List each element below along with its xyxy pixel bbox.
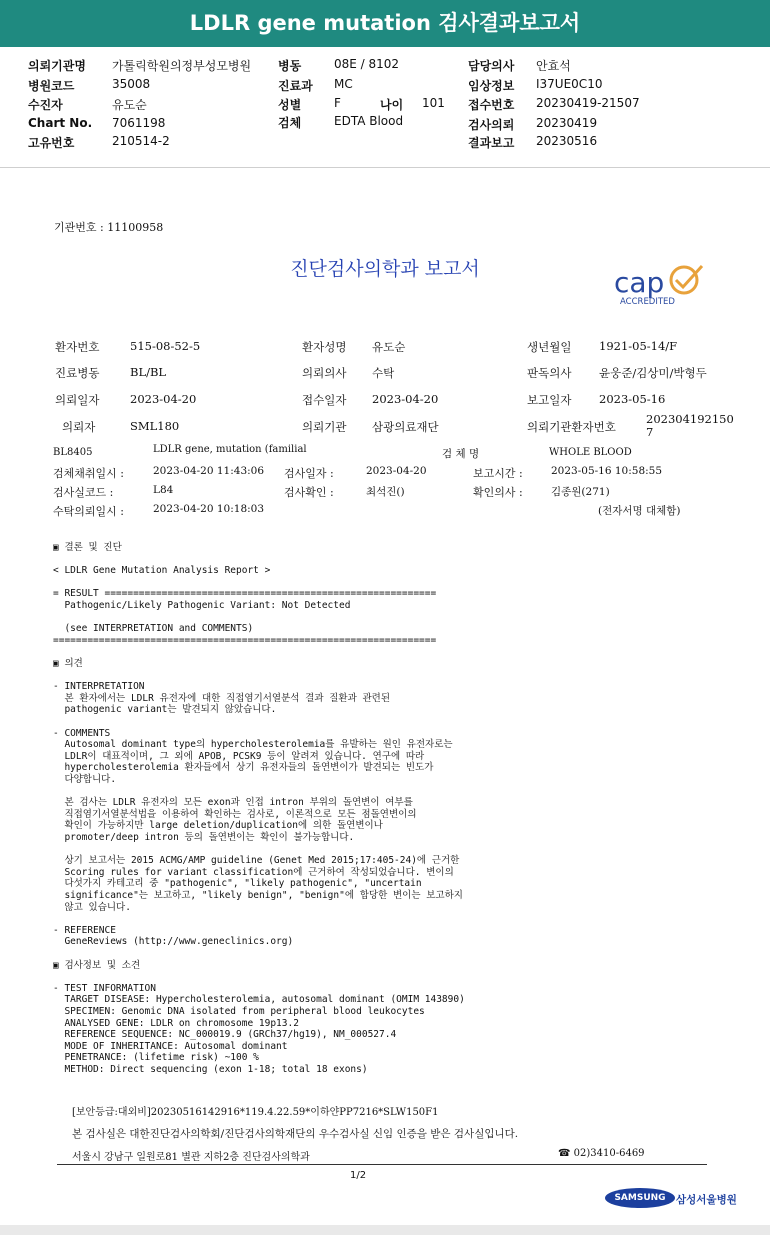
report-body-line: 본 검사는 LDLR 유전자의 모든 exon과 인접 intron 부위의 돌연변이 여부를 [53, 797, 413, 809]
report-body-line: (see INTERPRETATION and COMMENTS) [53, 623, 254, 635]
cap-logo-text: cap [614, 266, 665, 299]
info-value: 2023-05-16 10:58:55 [551, 465, 663, 477]
grid-label: 환자번호 [55, 340, 100, 354]
report-body-line: 확인이 가능하지만 large deletion/duplication에 의한 돌연변이나 [53, 820, 383, 832]
report-body-line: 본 환자에서는 LDLR 유전자에 대한 직접염기서열분석 결과 질환과 관련된 [53, 692, 391, 704]
report-body-line: hypercholesterolemia 환자들에서 상기 유전자들의 돌연변이가 발견되는 빈도가 [53, 762, 434, 774]
header-value: EDTA Blood [334, 114, 404, 128]
e-signature-note: (전자서명 대체함) [598, 505, 681, 517]
header-value: 가톨릭학원의정부성모병원 [112, 59, 252, 73]
report-page [0, 168, 770, 1225]
report-body-line: ▣ 검사정보 및 소견 [53, 959, 141, 971]
info-label: 검사일자 : [284, 467, 334, 480]
header-label: 검체 [278, 116, 302, 130]
grid-label: 의뢰의사 [302, 366, 347, 380]
info-value: 2023-04-20 [366, 465, 427, 477]
security-line: [보안등급:대외비]20230516142916*119.4.22.59*이하얀PP7216*SLW150F1 [72, 1107, 439, 1118]
report-body-line: promoter/deep intron 등의 돌연변이는 확인이 불가능합니다. [53, 832, 355, 843]
header-label: 병동 [278, 59, 302, 73]
test-name: LDLR gene, mutation (familial [153, 444, 307, 455]
footer-divider [57, 1164, 707, 1165]
specimen-value: WHOLE BLOOD [549, 447, 632, 458]
info-value: L84 [153, 484, 174, 496]
institution-number: 기관번호 : 11100958 [54, 221, 164, 234]
report-body-line: SPECIMEN: Genomic DNA isolated from peripheral blood leukocytes [53, 1006, 425, 1017]
report-body-line: - REFERENCE [53, 924, 116, 936]
info-label: 확인의사 : [473, 486, 523, 499]
grid-value: 1921-05-14/F [599, 339, 678, 353]
report-body-line: REFERENCE SEQUENCE: NC_000019.9 (GRCh37/hg19), NM_000527.4 [53, 1029, 397, 1041]
header-value: MC [334, 77, 353, 91]
grid-label: 생년월일 [527, 340, 572, 354]
info-label: 검체채취일시 : [53, 467, 124, 480]
grid-value: 수탁 [372, 366, 395, 380]
report-body-line: METHOD: Direct sequencing (exon 1-18; total 18 exons) [53, 1064, 368, 1075]
info-label: 수탁의뢰일시 : [53, 505, 124, 518]
grid-label: 의뢰기관환자번호 [527, 420, 616, 434]
info-value: 김종원(271) [551, 486, 610, 498]
header-value: I37UE0C10 [536, 77, 603, 91]
phone-line: ☎ 02)3410-6469 [558, 1148, 645, 1159]
header-value: F [334, 96, 341, 110]
info-label: 검사확인 : [284, 486, 334, 499]
report-body-line: =================================================================== [53, 634, 437, 646]
age-value: 101 [422, 96, 445, 110]
test-code: BL8405 [53, 447, 93, 458]
report-body-line: ▣ 결론 및 진단 [53, 542, 122, 553]
report-body-line: - INTERPRETATION [53, 681, 145, 693]
report-body-line: < LDLR Gene Mutation Analysis Report > [53, 565, 271, 577]
header-label: 성별 [278, 98, 302, 112]
report-body-line: ANALYSED GENE: LDLR on chromosome 19p13.2 [53, 1017, 299, 1029]
grid-label: 진료병동 [55, 366, 100, 380]
specimen-label: 검 체 명 [442, 448, 480, 460]
report-body-line: MODE OF INHERITANCE: Autosomal dominant [53, 1040, 288, 1052]
report-body-line: 상기 보고서는 2015 ACMG/AMP guideline (Genet Med 2015;17:405-24)에 근거한 [53, 855, 460, 867]
grid-value: 515-08-52-5 [130, 339, 201, 353]
header-value: 20230419 [536, 116, 598, 130]
address-line: 서울시 강남구 일원로81 별관 지하2층 진단검사의학과 [72, 1152, 310, 1163]
report-body-line: = RESULT ========================================================== [53, 588, 437, 600]
report-body-line: Pathogenic/Likely Pathogenic Variant: Not Detected [53, 600, 351, 611]
grid-label: 판독의사 [527, 366, 572, 380]
report-body-line: PENETRANCE: (lifetime risk) ~100 % [53, 1052, 259, 1064]
grid-value: 2023-04-20 [130, 392, 197, 406]
report-body-line: pathogenic variant는 발견되지 않았습니다. [53, 704, 277, 716]
header-label: 병원코드 [28, 79, 75, 93]
report-body-line: Scoring rules for variant classification에 근거하여 작성되었습니다. 변이의 [53, 866, 454, 878]
cap-logo-sub: ACCREDITED [620, 297, 675, 307]
bottom-margin [0, 1225, 770, 1235]
report-body-line: - COMMENTS [53, 727, 111, 739]
cap-accredited-logo [612, 260, 712, 310]
info-value: 2023-04-20 11:43:06 [153, 465, 265, 477]
grid-label: 환자성명 [302, 340, 347, 354]
report-body-line: 않고 있습니다. [53, 901, 131, 913]
header-value: 7061198 [112, 116, 166, 130]
report-body-line: 직접염기서열분석법을 이용하여 확인하는 검사로, 이론적으로 모든 점돌연변이의 [53, 808, 417, 820]
header-label: 의뢰기관명 [28, 59, 86, 73]
info-value: 2023-04-20 10:18:03 [153, 503, 265, 515]
grid-label: 의뢰자 [62, 420, 96, 434]
header-label: 담당의사 [468, 59, 515, 73]
patient-header [0, 47, 770, 168]
grid-value: 202304192150 7 [646, 412, 734, 439]
age-label: 나이 [380, 98, 404, 112]
report-body-line: ▣ 의견 [53, 658, 83, 669]
hospital-name: 삼성서울병원 [676, 1194, 737, 1206]
header-value: 유도순 [112, 98, 147, 112]
report-body-line: GeneReviews (http://www.geneclinics.org) [53, 936, 294, 948]
info-label: 검사실코드 : [53, 486, 114, 499]
grid-label: 의뢰기관 [302, 420, 347, 434]
header-value: 210514-2 [112, 134, 170, 148]
report-body-line: significance"는 보고하고, "likely benign", "benign"에 합당한 변이는 보고하지 [53, 890, 463, 901]
report-body-line: 다양합니다. [53, 774, 117, 785]
header-label: 결과보고 [468, 136, 515, 150]
grid-label: 보고일자 [527, 393, 572, 407]
header-label: 접수번호 [468, 98, 515, 112]
header-value: 20230419-21507 [536, 96, 640, 110]
header-value: 08E / 8102 [334, 57, 400, 71]
report-title: LDLR gene mutation 검사결과보고서 [189, 11, 581, 35]
header-value: 35008 [112, 77, 151, 91]
header-label: 고유번호 [28, 136, 75, 150]
report-body-line: LDLR이 대표적이며, 그 외에 APOB, PCSK9 등이 알려져 있습니다. 연구에 따라 [53, 750, 425, 762]
info-label: 보고시간 : [473, 467, 523, 480]
certification-line: 본 검사실은 대한진단검사의학회/진단검사의학재단의 우수검사실 신임 인증을 받은 검사실입니다. [72, 1128, 519, 1140]
header-label: 검사의뢰 [468, 118, 515, 132]
grid-label: 의뢰일자 [55, 393, 100, 407]
header-label: 임상정보 [468, 79, 515, 93]
grid-value: 유도순 [372, 340, 406, 354]
grid-value: 2023-05-16 [599, 392, 666, 406]
header-label: 수진자 [28, 98, 63, 112]
report-body-line: 다섯가지 카테고리 중 "pathogenic", "likely pathogenic", "uncertain [53, 878, 422, 890]
header-label: Chart No. [28, 116, 93, 130]
report-body-line: TARGET DISEASE: Hypercholesterolemia, autosomal dominant (OMIM 143890) [53, 994, 465, 1006]
header-value: 20230516 [536, 134, 598, 148]
report-title-bar [0, 0, 770, 47]
grid-value: BL/BL [130, 365, 167, 379]
grid-value: 윤웅준/김상미/박형두 [599, 366, 707, 380]
grid-value: SML180 [130, 419, 180, 433]
header-label: 진료과 [278, 79, 313, 93]
header-value: 안효석 [536, 59, 571, 73]
info-value: 최석진() [366, 486, 405, 498]
samsung-logo: SAMSUNG [605, 1188, 675, 1208]
grid-label: 접수일자 [302, 393, 347, 407]
report-body-line: - TEST INFORMATION [53, 982, 156, 994]
report-heading: 진단검사의학과 보고서 [290, 258, 480, 280]
grid-value: 2023-04-20 [372, 392, 439, 406]
report-body-line: Autosomal dominant type의 hypercholesterolemia를 유발하는 원인 유전자로는 [53, 739, 453, 751]
page-number: 1/2 [350, 1170, 367, 1181]
grid-value: 삼광의료재단 [372, 420, 439, 434]
